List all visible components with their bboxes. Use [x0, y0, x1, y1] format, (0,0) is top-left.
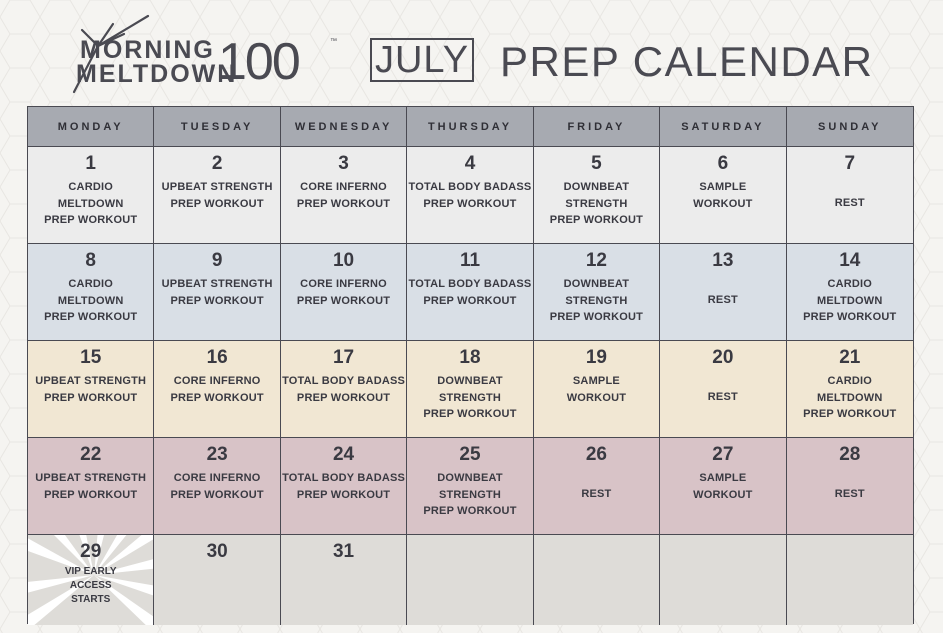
- calendar-day-cell: [28, 147, 154, 244]
- calendar-day-cell: [28, 535, 154, 625]
- calendar-day-cell: [534, 244, 660, 341]
- workout-label: TOTAL BODY BADASS PREP WORKOUT: [408, 181, 532, 210]
- calendar-day-cell: [660, 147, 786, 244]
- calendar-day-cell: [154, 341, 280, 438]
- day-number: 12: [585, 250, 607, 271]
- workout-label: CARDIO MELTDOWN PREP WORKOUT: [44, 278, 138, 323]
- workout-label: SAMPLE WORKOUT: [566, 375, 627, 404]
- day-header-monday: MONDAY: [28, 107, 154, 147]
- calendar-day-cell: [787, 244, 913, 341]
- workout-label: CARDIO MELTDOWN PREP WORKOUT: [803, 375, 897, 420]
- calendar-day-cell: [28, 341, 154, 438]
- workout-label: SAMPLE WORKOUT: [693, 181, 753, 210]
- rest-day-label: REST: [581, 488, 612, 500]
- day-header-sunday: SUNDAY: [787, 107, 913, 147]
- calendar-day-cell: [154, 438, 280, 535]
- brand-logo: [68, 14, 338, 98]
- workout-label: DOWNBEAT STRENGTH PREP WORKOUT: [549, 181, 644, 226]
- calendar-day-cell: [281, 535, 407, 625]
- calendar-day-cell: [154, 244, 280, 341]
- calendar-day-cell: [281, 438, 407, 535]
- rest-day-label: REST: [707, 294, 738, 306]
- workout-label: CARDIO MELTDOWN PREP WORKOUT: [803, 278, 897, 323]
- calendar-day-cell: [534, 147, 660, 244]
- calendar-day-cell: [281, 341, 407, 438]
- calendar-grid: [27, 106, 914, 624]
- calendar-day-cell: [28, 244, 154, 341]
- calendar-day-cell: [660, 438, 786, 535]
- workout-label: UPBEAT STRENGTH PREP WORKOUT: [35, 472, 147, 501]
- calendar-day-cell: [407, 244, 533, 341]
- calendar-day-cell: [660, 535, 786, 625]
- calendar-day-cell: [154, 535, 280, 625]
- day-number: 2: [211, 153, 223, 174]
- day-number: 20: [712, 347, 734, 368]
- day-number: 4: [464, 153, 476, 174]
- day-number: 29: [80, 541, 102, 562]
- workout-label: DOWNBEAT STRENGTH PREP WORKOUT: [423, 375, 517, 420]
- calendar-day-cell: [787, 341, 913, 438]
- day-number: 21: [839, 347, 861, 368]
- workout-label: CORE INFERNO PREP WORKOUT: [296, 181, 391, 210]
- day-number: 11: [459, 250, 481, 271]
- workout-label: CORE INFERNO PREP WORKOUT: [296, 278, 391, 307]
- day-number: 1: [85, 153, 96, 174]
- month-label: JULY: [370, 38, 474, 82]
- day-number: 27: [712, 444, 734, 465]
- day-number: 15: [80, 347, 102, 368]
- calendar-day-cell: [28, 438, 154, 535]
- calendar-day-cell: [407, 341, 533, 438]
- calendar-day-cell: [407, 535, 533, 625]
- day-header-tuesday: TUESDAY: [154, 107, 280, 147]
- day-number: 10: [332, 250, 355, 271]
- logo-number: 100: [218, 33, 299, 91]
- rest-day-label: REST: [834, 197, 865, 209]
- workout-label: DOWNBEAT STRENGTH PREP WORKOUT: [549, 278, 644, 323]
- day-number: 5: [591, 153, 602, 174]
- logo-word-morning: MORNING: [80, 36, 215, 64]
- day-number: 9: [211, 250, 223, 271]
- day-number: 19: [585, 347, 607, 368]
- day-number: 8: [85, 250, 96, 271]
- day-number: 17: [332, 347, 355, 368]
- workout-label: UPBEAT STRENGTH PREP WORKOUT: [161, 278, 273, 307]
- calendar-day-cell: [787, 147, 913, 244]
- calendar-day-cell: [660, 341, 786, 438]
- page-title: PREP CALENDAR: [500, 38, 874, 85]
- workout-label: SAMPLE WORKOUT: [693, 472, 753, 501]
- day-header-friday: FRIDAY: [534, 107, 660, 147]
- calendar-day-cell: [407, 438, 533, 535]
- day-number: 25: [459, 444, 481, 465]
- day-number: 6: [717, 153, 729, 174]
- day-number: 31: [332, 541, 355, 562]
- calendar-day-cell: [281, 244, 407, 341]
- calendar-day-cell: [154, 147, 280, 244]
- day-number: 30: [206, 541, 228, 562]
- day-number: 13: [712, 250, 734, 271]
- day-number: 14: [839, 250, 861, 271]
- calendar-day-cell: [534, 341, 660, 438]
- calendar-day-cell: [787, 535, 913, 625]
- calendar-day-cell: [787, 438, 913, 535]
- vip-early-access-note: VIP EARLY ACCESS STARTS: [64, 566, 117, 605]
- workout-label: CORE INFERNO PREP WORKOUT: [170, 472, 264, 501]
- calendar-day-cell: [534, 438, 660, 535]
- day-header-saturday: SATURDAY: [660, 107, 786, 147]
- workout-label: DOWNBEAT STRENGTH PREP WORKOUT: [423, 472, 517, 517]
- calendar-day-cell: [281, 147, 407, 244]
- workout-label: TOTAL BODY BADASS PREP WORKOUT: [282, 472, 406, 501]
- workout-label: TOTAL BODY BADASS PREP WORKOUT: [408, 278, 532, 307]
- day-number: 24: [332, 444, 355, 465]
- rest-day-label: REST: [707, 391, 738, 403]
- rest-day-label: REST: [834, 488, 865, 500]
- logo-trademark: ™: [330, 38, 337, 45]
- day-number: 23: [206, 444, 228, 465]
- workout-label: TOTAL BODY BADASS PREP WORKOUT: [282, 375, 406, 404]
- day-number: 3: [338, 153, 349, 174]
- workout-label: UPBEAT STRENGTH PREP WORKOUT: [161, 181, 273, 210]
- day-number: 18: [459, 347, 481, 368]
- logo-word-meltdown: MELTDOWN: [76, 60, 238, 88]
- day-header-wednesday: WEDNESDAY: [281, 107, 407, 147]
- day-number: 28: [839, 444, 861, 465]
- workout-label: CARDIO MELTDOWN PREP WORKOUT: [44, 181, 138, 226]
- workout-label: UPBEAT STRENGTH PREP WORKOUT: [35, 375, 147, 404]
- day-number: 22: [80, 444, 102, 465]
- workout-label: CORE INFERNO PREP WORKOUT: [170, 375, 264, 404]
- day-number: 16: [206, 347, 228, 368]
- day-header-thursday: THURSDAY: [407, 107, 533, 147]
- calendar-day-cell: [407, 147, 533, 244]
- calendar-day-cell: [534, 535, 660, 625]
- day-number: 26: [585, 444, 607, 465]
- day-number: 7: [844, 153, 856, 174]
- calendar-day-cell: [660, 244, 786, 341]
